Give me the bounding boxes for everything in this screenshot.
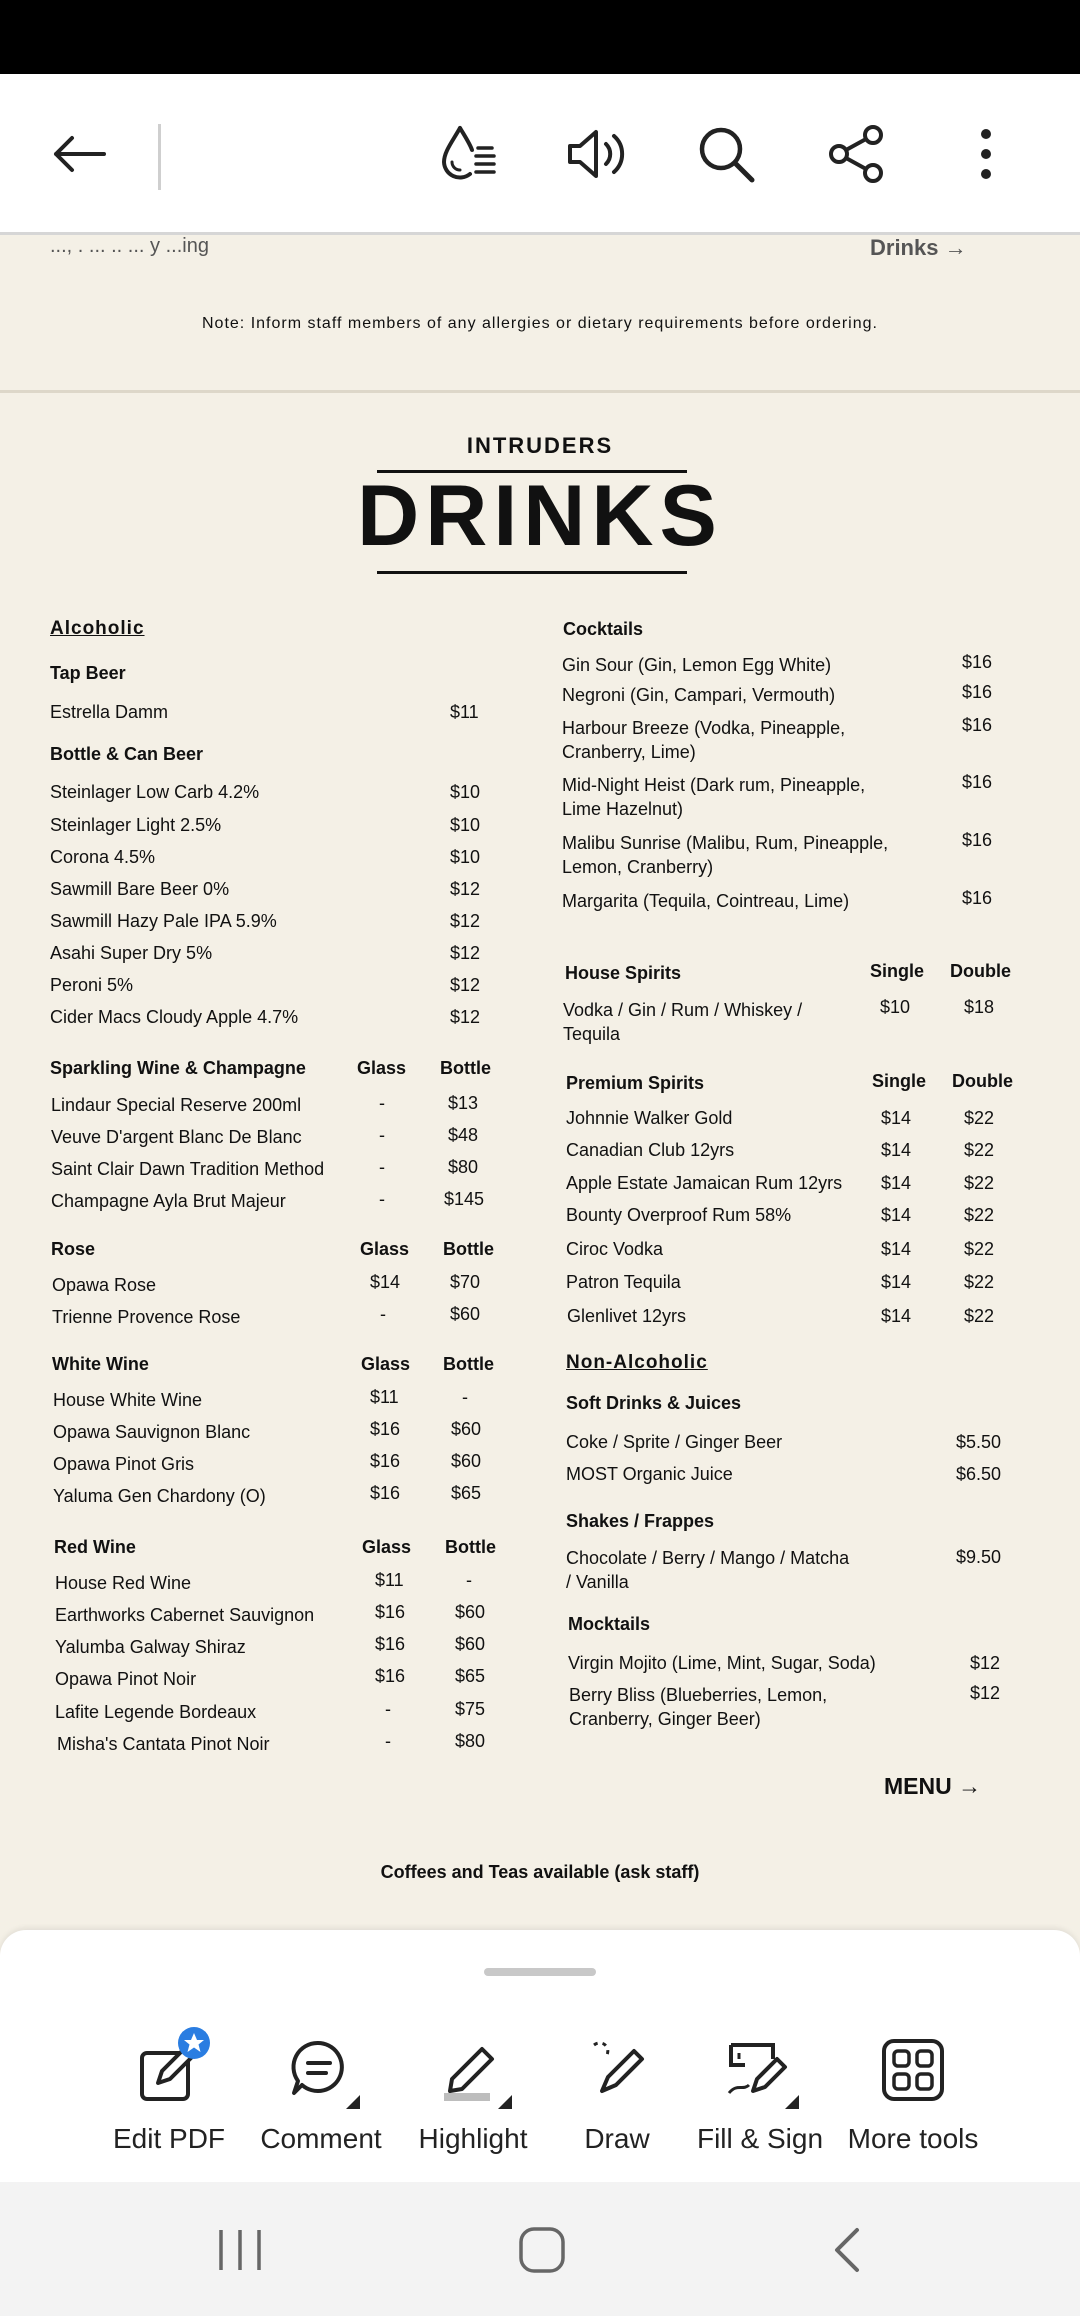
double-price: $22: [964, 1272, 995, 1292]
double-price: $18: [964, 997, 995, 1017]
tool-label: Edit PDF: [112, 2123, 226, 2154]
menu-price: $6.50: [956, 1464, 1002, 1484]
menu-item: Opawa Pinot Gris: [53, 1454, 195, 1474]
menu-item: Bounty Overproof Rum 58%: [566, 1205, 792, 1225]
share-icon[interactable]: [816, 114, 896, 194]
menu-item: Lafite Legende Bordeaux: [55, 1702, 257, 1722]
menu-price: $12: [970, 1653, 1001, 1673]
glass-price: -: [385, 1731, 391, 1751]
bottle-column-label: Bottle: [443, 1354, 494, 1374]
menu-price: $12: [970, 1683, 1001, 1703]
non-alcoholic-heading: Non-Alcoholic: [566, 1352, 708, 1373]
double-column-label: Double: [952, 1071, 1013, 1091]
comment-icon: [246, 2025, 396, 2115]
menu-price: $16: [962, 682, 993, 702]
menu-item: Ciroc Vodka: [566, 1239, 664, 1259]
single-column-label: Single: [870, 961, 925, 981]
menu-item: Coke / Sprite / Ginger Beer: [566, 1432, 783, 1452]
bottle-price: $60: [451, 1419, 482, 1439]
back-arrow-icon[interactable]: [38, 114, 118, 194]
menu-item: Cider Macs Cloudy Apple 4.7%: [50, 1007, 299, 1027]
glass-price: -: [385, 1699, 391, 1719]
menu-price: $5.50: [956, 1432, 1002, 1452]
tools-bottom-sheet: [0, 1930, 1080, 2182]
menu-item: Apple Estate Jamaican Rum 12yrs: [566, 1173, 843, 1193]
double-column-label: Double: [950, 961, 1011, 981]
read-aloud-icon[interactable]: [556, 114, 636, 194]
rose-heading: Rose: [51, 1239, 96, 1259]
menu-item: House Red Wine: [55, 1573, 192, 1593]
single-price: $14: [881, 1173, 912, 1193]
title-rule-bottom: [377, 571, 687, 574]
bottle-price: $80: [455, 1731, 486, 1751]
bottle-price: $80: [448, 1157, 479, 1177]
recent-apps-icon[interactable]: [200, 2218, 280, 2282]
soft-drinks-heading: Soft Drinks & Juices: [566, 1393, 742, 1413]
tool-label: Highlight: [418, 2123, 528, 2154]
menu-item: Estrella Damm: [50, 702, 169, 722]
single-price: $14: [881, 1306, 912, 1326]
menu-item: Malibu Sunrise (Malibu, Rum, Pineapple, Lemon, Cranberry): [562, 833, 889, 877]
menu-item: Corona 4.5%: [50, 847, 156, 867]
double-price: $22: [964, 1140, 995, 1160]
white-wine-heading: White Wine: [52, 1354, 149, 1374]
menu-item: Glenlivet 12yrs: [567, 1306, 687, 1326]
menu-price: $9.50: [956, 1547, 1002, 1567]
glass-price: -: [379, 1157, 385, 1177]
glass-column-label: Glass: [357, 1058, 407, 1078]
glass-price: $16: [370, 1451, 401, 1471]
glass-column-label: Glass: [362, 1537, 412, 1557]
comment-tool[interactable]: [246, 2025, 396, 2155]
menu-item: Yaluma Gen Chardony (O): [53, 1486, 266, 1506]
fill-sign-tool[interactable]: [685, 2025, 835, 2155]
tool-label: More tools: [847, 2123, 979, 2154]
menu-item: Misha's Cantata Pinot Noir: [57, 1734, 270, 1754]
single-price: $10: [880, 997, 911, 1017]
menu-item: Sawmill Bare Beer 0%: [50, 879, 230, 899]
more-tools[interactable]: [838, 2025, 988, 2155]
double-price: $22: [964, 1173, 995, 1193]
bottle-price: $65: [451, 1483, 482, 1503]
menu-item: Opawa Pinot Noir: [55, 1669, 197, 1689]
bottle-price: $60: [451, 1451, 482, 1471]
glass-price: $16: [370, 1483, 401, 1503]
menu-price: $16: [962, 715, 993, 735]
allergy-note: Note: Inform staff members of any allergies or dietary requirements before ordering.: [202, 315, 878, 332]
menu-price: $16: [962, 772, 993, 792]
menu-price: $16: [962, 830, 993, 850]
highlight-icon: [398, 2025, 548, 2115]
bottle-can-heading: Bottle & Can Beer: [50, 744, 204, 764]
menu-item: Harbour Breeze (Vodka, Pineapple, Cranberry, Lime): [562, 718, 846, 762]
menu-item: Earthworks Cabernet Sauvignon: [55, 1605, 315, 1625]
menu-item: MOST Organic Juice: [566, 1464, 733, 1484]
menu-price: $16: [962, 652, 993, 672]
menu-price: $12: [450, 879, 481, 899]
system-back-icon[interactable]: [806, 2218, 886, 2282]
glass-column-label: Glass: [360, 1239, 410, 1259]
glass-price: $11: [375, 1570, 404, 1590]
menu-item: Yalumba Galway Shiraz: [55, 1637, 246, 1657]
fill-sign-icon: [685, 2025, 835, 2115]
page-break: [0, 390, 1080, 393]
bottle-price: -: [466, 1570, 472, 1590]
single-price: $14: [881, 1239, 912, 1259]
page-title: DRINKS: [357, 468, 723, 564]
bottle-price: $65: [455, 1666, 486, 1686]
bottle-column-label: Bottle: [445, 1537, 496, 1557]
single-price: $14: [881, 1140, 912, 1160]
tool-label: Draw: [584, 2123, 650, 2154]
bottle-price: -: [462, 1387, 468, 1407]
glass-price: $16: [370, 1419, 401, 1439]
menu-item: Berry Bliss (Blueberries, Lemon, Cranberry, Ginger Beer): [569, 1685, 828, 1729]
menu-price: $11: [450, 702, 479, 722]
mocktails-heading: Mocktails: [568, 1614, 651, 1634]
single-column-label: Single: [872, 1071, 927, 1091]
status-bar: [0, 0, 1080, 74]
system-navigation-bar: [0, 2182, 1080, 2316]
menu-item: Mid-Night Heist (Dark rum, Pineapple, Lime Hazelnut): [562, 775, 866, 819]
menu-price: $16: [962, 888, 993, 908]
glass-price: $14: [370, 1272, 401, 1292]
double-price: $22: [964, 1205, 995, 1225]
bottle-price: $60: [455, 1602, 486, 1622]
menu-item: Steinlager Low Carb 4.2%: [50, 782, 260, 802]
menu-item: Peroni 5%: [50, 975, 134, 995]
menu-item: Negroni (Gin, Campari, Vermouth): [562, 685, 836, 705]
bottle-price: $70: [450, 1272, 481, 1292]
glass-price: -: [379, 1125, 385, 1145]
glass-column-label: Glass: [361, 1354, 411, 1374]
menu-price: $12: [450, 1007, 481, 1027]
menu-item: Opawa Sauvignon Blanc: [53, 1422, 251, 1442]
bottle-column-label: Bottle: [440, 1058, 491, 1078]
menu-item: Patron Tequila: [566, 1272, 681, 1292]
menu-item: Gin Sour (Gin, Lemon Egg White): [562, 655, 832, 675]
edit-pdf-tool[interactable]: [94, 2025, 244, 2155]
bottle-column-label: Bottle: [443, 1239, 494, 1259]
coffee-note: Coffees and Teas available (ask staff): [380, 1862, 700, 1882]
menu-price: $10: [450, 847, 481, 867]
bottle-price: $13: [448, 1093, 479, 1113]
menu-item: Asahi Super Dry 5%: [50, 943, 213, 963]
menu-item: Veuve D'argent Blanc De Blanc: [51, 1127, 302, 1147]
home-icon[interactable]: [502, 2218, 582, 2282]
sparkling-heading: Sparkling Wine & Champagne: [50, 1058, 306, 1078]
search-icon[interactable]: [686, 114, 766, 194]
highlight-tool[interactable]: [398, 2025, 548, 2155]
shakes-heading: Shakes / Frappes: [566, 1511, 715, 1531]
menu-item: Canadian Club 12yrs: [566, 1140, 735, 1160]
menu-item: Champagne Ayla Brut Majeur: [51, 1191, 286, 1211]
menu-link[interactable]: MENU →: [884, 1773, 982, 1799]
menu-item: Virgin Mojito (Lime, Mint, Sugar, Soda): [568, 1653, 876, 1673]
glass-price: $16: [375, 1666, 406, 1686]
glass-price: $11: [370, 1387, 399, 1407]
more-tools-icon: [838, 2025, 988, 2115]
bottle-price: $60: [450, 1304, 481, 1324]
glass-price: -: [379, 1093, 385, 1113]
glass-price: -: [380, 1304, 386, 1324]
pdf-page-view[interactable]: [0, 235, 1080, 1925]
cocktails-heading: Cocktails: [563, 619, 644, 639]
glass-price: -: [379, 1189, 385, 1209]
menu-item: Steinlager Light 2.5%: [50, 815, 222, 835]
premium-spirits-heading: Premium Spirits: [566, 1073, 705, 1093]
bottle-price: $145: [444, 1189, 485, 1209]
bottle-price: $48: [448, 1125, 479, 1145]
menu-item: Sawmill Hazy Pale IPA 5.9%: [50, 911, 277, 931]
double-price: $22: [964, 1108, 995, 1128]
previous-page-drinks-link: Drinks →: [870, 235, 967, 260]
single-price: $14: [881, 1205, 912, 1225]
menu-price: $10: [450, 815, 481, 835]
bottle-price: $75: [455, 1699, 486, 1719]
menu-item: Chocolate / Berry / Mango / Matcha / Vanilla: [566, 1548, 850, 1592]
tool-label: Comment: [260, 2123, 382, 2154]
alcoholic-heading: Alcoholic: [50, 618, 145, 639]
tap-beer-heading: Tap Beer: [50, 663, 126, 683]
menu-item: Opawa Rose: [52, 1275, 157, 1295]
liquid-mode-icon[interactable]: [428, 114, 508, 194]
brand-name: INTRUDERS: [466, 433, 614, 458]
draw-tool[interactable]: [542, 2025, 692, 2155]
single-price: $14: [881, 1108, 912, 1128]
double-price: $22: [964, 1239, 995, 1259]
menu-item: Johnnie Walker Gold: [566, 1108, 733, 1128]
top-toolbar: [0, 74, 1080, 235]
menu-item: Trienne Provence Rose: [52, 1307, 241, 1327]
bottle-price: $60: [455, 1634, 486, 1654]
menu-price: $12: [450, 975, 481, 995]
menu-price: $10: [450, 782, 481, 802]
edit-pdf-icon: [94, 2025, 244, 2115]
draw-icon: [542, 2025, 692, 2115]
menu-item: Saint Clair Dawn Tradition Method: [51, 1159, 325, 1179]
glass-price: $16: [375, 1634, 406, 1654]
red-wine-heading: Red Wine: [54, 1537, 136, 1557]
sheet-drag-handle[interactable]: [484, 1968, 596, 1976]
single-price: $14: [881, 1272, 912, 1292]
house-spirits-heading: House Spirits: [565, 963, 682, 983]
menu-item: House White Wine: [53, 1390, 203, 1410]
previous-page-cut-text: ..., . ... .. ... y ...ing: [50, 235, 209, 257]
toolbar-divider: [158, 124, 161, 190]
menu-price: $12: [450, 943, 481, 963]
menu-item: Margarita (Tequila, Cointreau, Lime): [562, 891, 850, 911]
glass-price: $16: [375, 1602, 406, 1622]
double-price: $22: [964, 1306, 995, 1326]
tool-label: Fill & Sign: [696, 2123, 824, 2154]
menu-item: Vodka / Gin / Rum / Whiskey / Tequila: [563, 1000, 803, 1044]
menu-price: $12: [450, 911, 481, 931]
menu-item: Lindaur Special Reserve 200ml: [51, 1095, 302, 1115]
more-options-icon[interactable]: [946, 114, 1026, 194]
